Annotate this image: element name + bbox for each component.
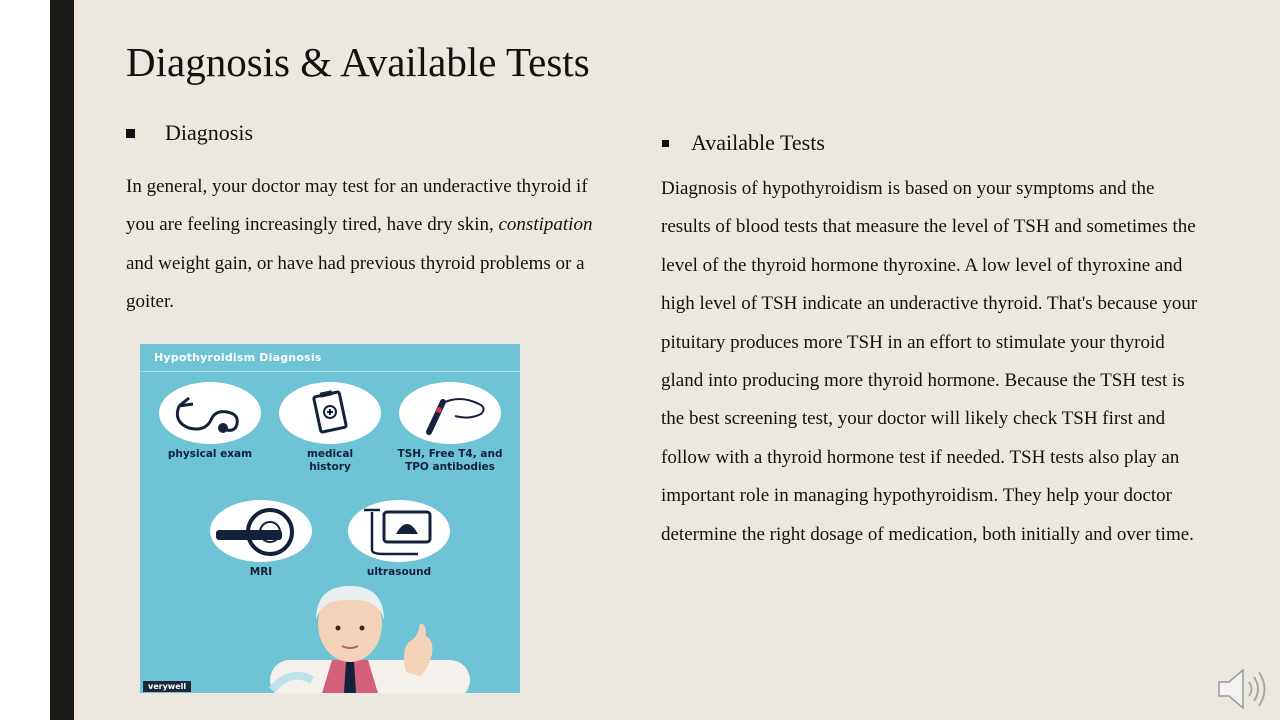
ultrasound-machine-icon [348,500,450,562]
diagnosis-text-part1: In general, your doctor may test for an underactive thyroid if you are feeling increasingly tired, have dry skin, [126,176,588,236]
stethoscope-icon [159,382,261,444]
blood-test-tube-icon [399,382,501,444]
diagnosis-paragraph [126,168,596,321]
available-tests-heading [662,130,825,156]
infographic-divider [140,371,520,372]
blood-test-circle [399,382,501,444]
infographic-title: Hypothyroidism Diagnosis [154,351,322,364]
slide-title: Diagnosis & Available Tests [126,39,590,85]
slide [50,0,1280,720]
diagnosis-heading [126,120,253,146]
slide-accent-bar [50,0,74,720]
square-bullet-icon [662,140,669,147]
verywell-logo: verywell [143,681,191,692]
square-bullet-icon [126,129,135,138]
physical-exam-label: physical exam [167,448,253,460]
medical-history-label: medical history [306,448,354,473]
available-tests-heading-text: Available Tests [691,130,825,155]
diagnosis-text-emphasis: constipation [498,214,593,236]
mri-circle [210,500,312,562]
ultrasound-circle [348,500,450,562]
ultrasound-label: ultrasound [366,566,432,578]
available-tests-paragraph: Diagnosis of hypothyroidism is based on your symptoms and the results of blood tests that measure the level of TSH and sometimes the level of the thyroid hormone thyroxine. A low level of thyroxine and high level of TSH indicate an underactive thyroid. That's because your pituitary produces more TSH in an effort to stimulate your thyroid gland into producing more thyroid hormone. Because the TSH test is the best screening test, your doctor will likely check TSH first and follow with a thyroid hormone test if needed. TSH tests also play an important role in managing hypothyroidism. They help your doctor determine the right dosage of medication, both initially and over time. [661,178,1198,545]
speaker-icon[interactable] [1215,666,1271,712]
diagnosis-text-part2: and weight gain, or have had previous thyroid problems or a goiter. [126,252,585,312]
blood-test-label: TSH, Free T4, and TPO antibodies [397,448,503,473]
physical-exam-circle [159,382,261,444]
page-margin [0,0,50,720]
mri-label: MRI [249,566,273,578]
doctor-illustration [250,580,490,693]
medical-history-circle [279,382,381,444]
mri-scanner-icon [210,500,312,562]
hypothyroidism-infographic [140,344,520,693]
clipboard-icon [279,382,381,444]
diagnosis-heading-text: Diagnosis [165,120,253,145]
